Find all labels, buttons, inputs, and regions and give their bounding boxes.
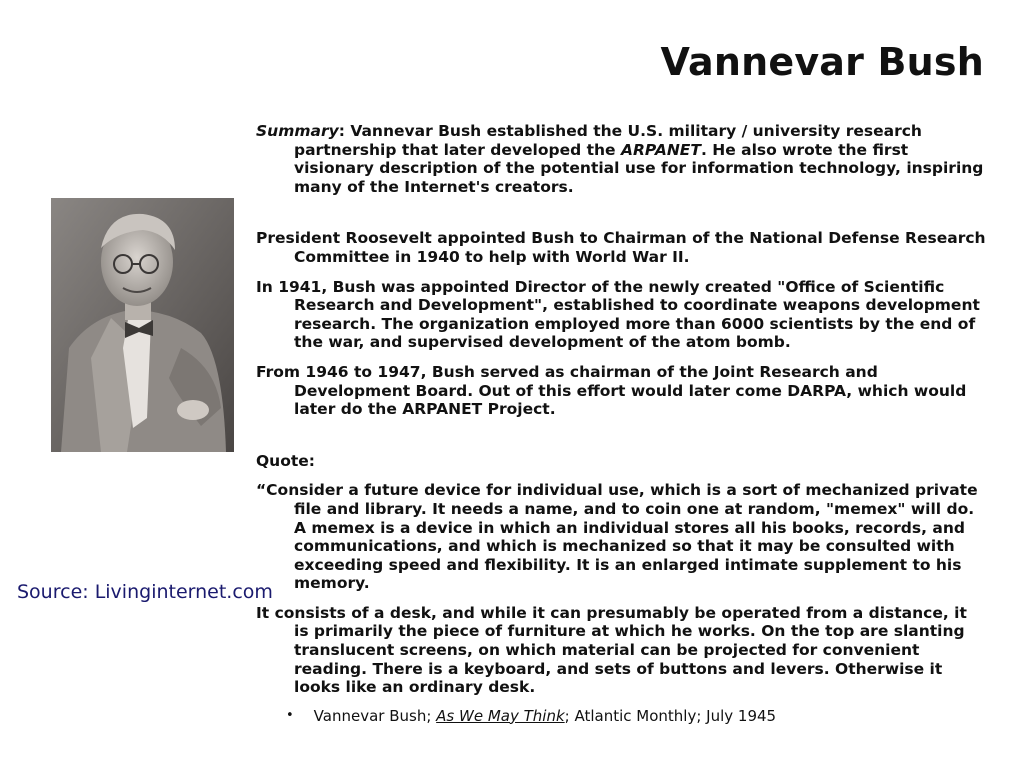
quote-paragraph-1: “Consider a future device for individual use, which is a sort of mechanized private file and library. It needs a name, and to coin one at random, "memex" will do. A memex is a device in which an individual stores all his books, records, and communications, and which is mechanized so that it may be consulted with exceeding speed and flexibility. It is an enlarged intimate supplement to his memory. (256, 481, 978, 593)
bio-paragraph-2: In 1941, Bush was appointed Director of the newly created "Office of Scientific Research and Development", established to coordinate weapons development research. The organization employed more than 6000 scientists by the end of the war, and supervised development of the atom bomb. (256, 277, 980, 352)
citation-text (314, 707, 776, 726)
summary-label: Summary (256, 122, 339, 140)
summary-emphasis: ARPANET (620, 140, 701, 159)
citation-work: As We May Think (436, 706, 565, 725)
citation-bullet: • (286, 707, 294, 723)
bio-paragraph-3: From 1946 to 1947, Bush served as chairman of the Joint Research and Development Board. Out of this effort would later come DARPA, which would later do the ARPANET Project. (256, 362, 967, 419)
citation (256, 707, 986, 726)
source-credit: Source: Livinginternet.com (17, 581, 273, 603)
quote-heading: Quote: (256, 451, 315, 470)
bio-paragraph-1: President Roosevelt appointed Bush to Chairman of the National Defense Research Committee in 1940 to help with World War II. (256, 229, 986, 266)
summary-text-b: . He also wrote the first visionary description of the potential use for information technology, inspiring many of the Internet's creators. (294, 140, 984, 196)
portrait-illustration (51, 198, 234, 452)
portrait-photo (51, 198, 234, 452)
summary-paragraph (256, 122, 986, 196)
citation-rest: ; Atlantic Monthly; July 1945 (564, 706, 777, 725)
slide-title: Vannevar Bush (660, 40, 984, 84)
summary-text-a: : Vannevar Bush established the U.S. military / university research partnership that later developed the (294, 122, 922, 159)
citation-author: Vannevar Bush; (313, 706, 437, 725)
slide-body (256, 122, 986, 725)
quote-paragraph-2: It consists of a desk, and while it can presumably be operated from a distance, it is primarily the piece of furniture at which he works. On the top are slanting translucent screens, on which material can be projected for convenient reading. There is a keyboard, and sets of buttons and levers. Otherwise it looks like an ordinary desk. (256, 603, 967, 697)
